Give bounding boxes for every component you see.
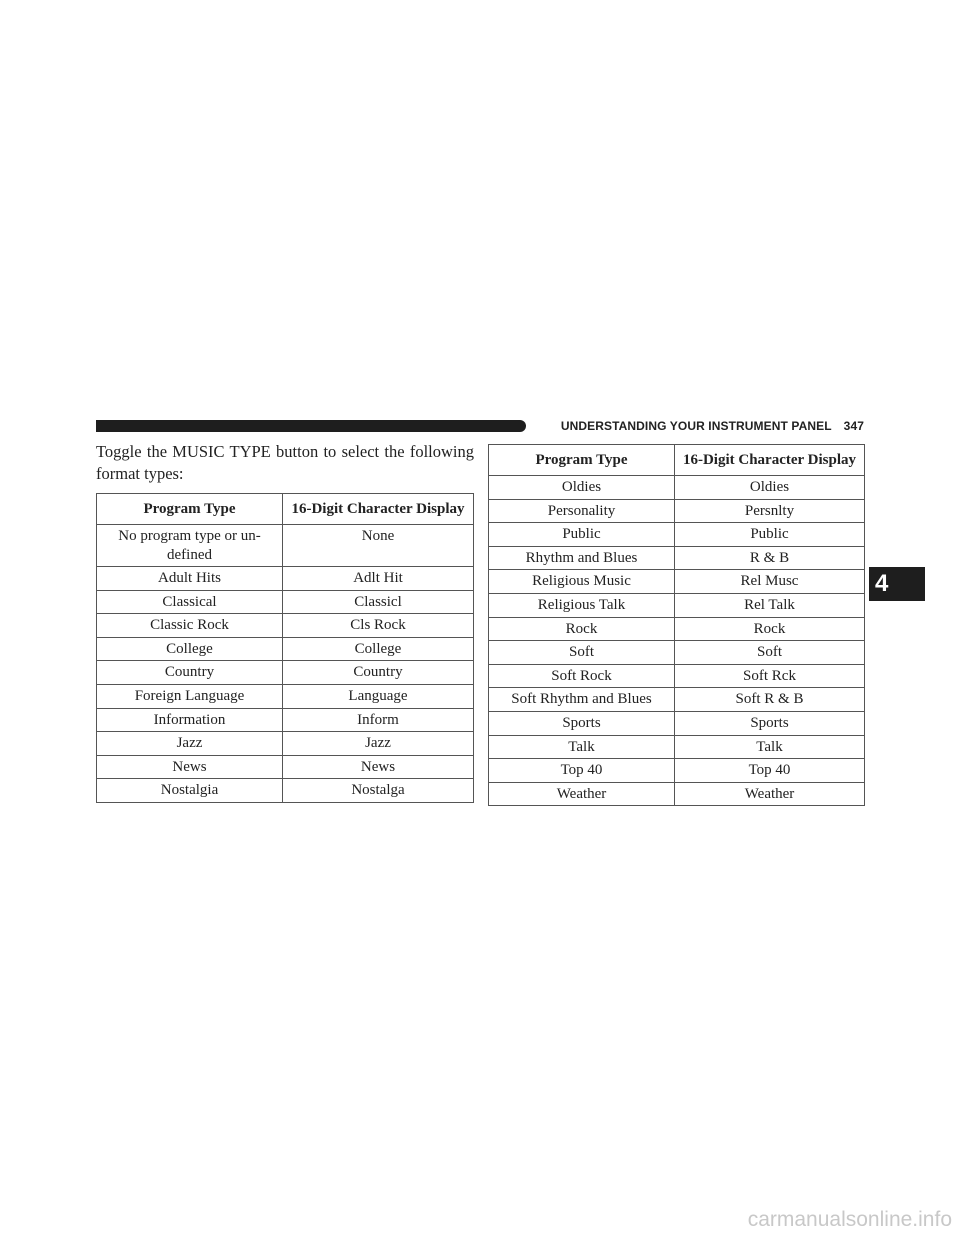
program-type-cell: Classic Rock xyxy=(97,614,283,638)
program-type-cell: Nostalgia xyxy=(97,779,283,803)
section-title: UNDERSTANDING YOUR INSTRUMENT PANEL xyxy=(560,419,832,433)
table-row xyxy=(489,664,865,688)
display-cell: Rel Musc xyxy=(675,570,865,594)
display-cell: Weather xyxy=(675,782,865,806)
display-cell: Language xyxy=(283,684,474,708)
display-cell: Rel Talk xyxy=(675,593,865,617)
display-cell: Jazz xyxy=(283,732,474,756)
display-cell: Soft R & B xyxy=(675,688,865,712)
table-row xyxy=(97,637,474,661)
display-cell: Public xyxy=(675,523,865,547)
table-row xyxy=(489,759,865,783)
table-row xyxy=(97,525,474,567)
program-type-cell: Adult Hits xyxy=(97,567,283,591)
music-type-table-left xyxy=(96,493,474,803)
display-cell: News xyxy=(283,755,474,779)
program-type-cell: Weather xyxy=(489,782,675,806)
table-row xyxy=(97,567,474,591)
table-row xyxy=(97,708,474,732)
table-header-row xyxy=(97,494,474,525)
table-header-row xyxy=(489,445,865,476)
display-cell: Inform xyxy=(283,708,474,732)
display-cell: Country xyxy=(283,661,474,685)
intro-paragraph: Toggle the MUSIC TYPE button to select the following format types: xyxy=(96,442,474,483)
program-type-cell: Sports xyxy=(489,711,675,735)
table-row xyxy=(97,779,474,803)
header-rule xyxy=(96,420,526,432)
display-cell: Talk xyxy=(675,735,865,759)
table-row xyxy=(489,546,865,570)
table-row xyxy=(489,641,865,665)
chapter-tab: 4 xyxy=(869,567,925,601)
program-type-cell: Information xyxy=(97,708,283,732)
display-cell: Soft Rck xyxy=(675,664,865,688)
program-type-header: Program Type xyxy=(489,445,675,476)
table-row xyxy=(489,593,865,617)
program-type-header: Program Type xyxy=(97,494,283,525)
table-row xyxy=(489,617,865,641)
display-header: 16-Digit Character Display xyxy=(675,445,865,476)
program-type-cell: Foreign Language xyxy=(97,684,283,708)
table-row xyxy=(489,476,865,500)
table-row xyxy=(97,661,474,685)
display-header: 16-Digit Character Display xyxy=(283,494,474,525)
program-type-cell: Public xyxy=(489,523,675,547)
display-cell: Rock xyxy=(675,617,865,641)
watermark: carmanualsonline.info xyxy=(747,1208,952,1231)
table-row xyxy=(97,614,474,638)
table-row xyxy=(489,523,865,547)
display-cell: Sports xyxy=(675,711,865,735)
table-row xyxy=(489,782,865,806)
program-type-cell: No program type or un-defined xyxy=(97,525,283,567)
program-type-cell: Country xyxy=(97,661,283,685)
music-type-table-right xyxy=(488,444,865,806)
display-cell: Soft xyxy=(675,641,865,665)
program-type-cell: Classical xyxy=(97,590,283,614)
display-cell: Oldies xyxy=(675,476,865,500)
display-cell: None xyxy=(283,525,474,567)
display-cell: Persnlty xyxy=(675,499,865,523)
display-cell: Adlt Hit xyxy=(283,567,474,591)
table-row xyxy=(97,684,474,708)
table-row xyxy=(489,711,865,735)
display-cell: College xyxy=(283,637,474,661)
program-type-cell: Religious Music xyxy=(489,570,675,594)
program-type-cell: Talk xyxy=(489,735,675,759)
display-cell: Cls Rock xyxy=(283,614,474,638)
program-type-cell: Soft xyxy=(489,641,675,665)
display-cell: Nostalga xyxy=(283,779,474,803)
table-row xyxy=(97,732,474,756)
program-type-cell: Soft Rhythm and Blues xyxy=(489,688,675,712)
program-type-cell: Rock xyxy=(489,617,675,641)
display-cell: R & B xyxy=(675,546,865,570)
table-row xyxy=(489,570,865,594)
table-row xyxy=(489,688,865,712)
table-row xyxy=(97,590,474,614)
program-type-cell: Oldies xyxy=(489,476,675,500)
display-cell: Classicl xyxy=(283,590,474,614)
program-type-cell: College xyxy=(97,637,283,661)
page-number: 347 xyxy=(843,419,864,433)
display-cell: Top 40 xyxy=(675,759,865,783)
program-type-cell: Rhythm and Blues xyxy=(489,546,675,570)
program-type-cell: Personality xyxy=(489,499,675,523)
table-row xyxy=(489,735,865,759)
table-row xyxy=(97,755,474,779)
program-type-cell: Top 40 xyxy=(489,759,675,783)
program-type-cell: Soft Rock xyxy=(489,664,675,688)
program-type-cell: News xyxy=(97,755,283,779)
program-type-cell: Jazz xyxy=(97,732,283,756)
program-type-cell: Religious Talk xyxy=(489,593,675,617)
table-row xyxy=(489,499,865,523)
running-header xyxy=(538,419,864,435)
